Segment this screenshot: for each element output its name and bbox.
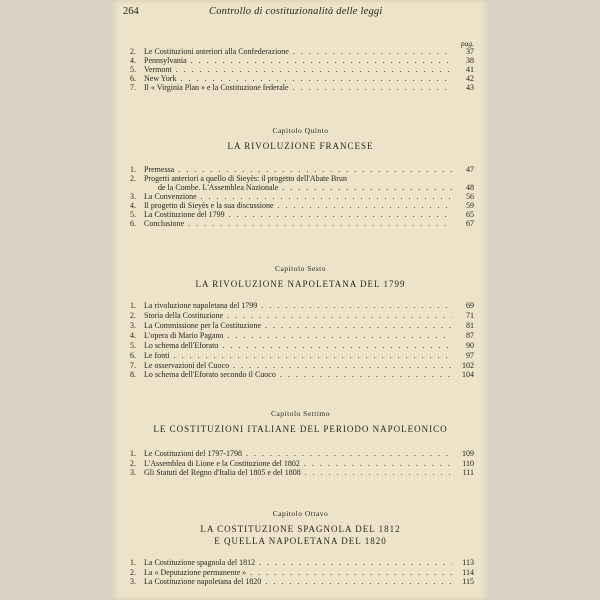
running-title: Controllo di costituzionalità delle leggi [209, 6, 383, 17]
chapter-label: Capitolo Settimo [270, 409, 331, 418]
chapter-title: LA RIVOLUZIONE FRANCESE [227, 141, 374, 151]
chapter-title: LA COSTITUZIONE SPAGNOLA DEL 1812 E QUELLA NAPOLETANA DEL 1820 [200, 524, 401, 546]
book-page: 264 Controllo di costituzionalità delle leggi pag. 2. Le Costituzioni anteriori alla Confederazione . . . 37 4. Pennsylvania . . . 38 5. Vermont . . . 41 6. New York . . . 42 7. Il « Virginia Plan » e la Costituzione federale . . . 43 Capitolo Quinto LA RIVOLUZIONE FRANCESE 1. Premessa . . . 47 2. Progetti anteriori a quello di Sieyès: il progetto dell'Abate Brun de la Combe. L'Assemblea Nazionale . . . 48 3. La Convenzione . . . 56 4. Il progetto di Sieyès e la sua discussione . . . 59 5. La Costituzione del 1799 . . . 65 6. Conclusione . . . 67 Capitolo Sesto LA RIVOLUZIONE NAPOLETANA DEL 1799 1. La rivoluzione napoletana del 1799 . . . 69 2. Storia della Costituzione . . . 71 3. La Commissione per la Costituzione . . . 81 4. L'opera di Mario Pagano . . . 87 5. Lo schema dell'Eforato . . . 90 6. Le fonti . . . 97 7. Le osservazioni del Cuoco . . . 102 8. Lo schema dell'Eforato secondo il Cuoco . . . 104 Capitolo Settimo LE COSTITUZIONI ITALIANE DEL PERIODO NAPOLEONICO 1. Le Costituzioni del 1797-1798 . . . 109 2. L'Assemblea di Lione e la Costituzione del 1802 . . . 110 3. Gli Statuti del Regno d'Italia del 1805 e del 1808 . . . 111 Capitolo Ottavo LA COSTITUZIONE SPAGNOLA DEL 1812 E QUELLA NAPOLETANA DEL 1820 1. La Costituzione spagnola del 1812 . . . 113 2. La « Deputazione permanente » . . . 114 3. La Costituzione napoletana del 1820 . . . 115 [113, 0, 488, 600]
chapter-title: LA RIVOLUZIONE NAPOLETANA DEL 1799 [195, 279, 406, 289]
chapter-label: Capitolo Quinto [272, 126, 329, 135]
chapter-label: Capitolo Ottavo [272, 509, 329, 518]
page-number: 264 [123, 6, 139, 17]
pag-label: pag. [460, 39, 474, 48]
chapter-label: Capitolo Sesto [275, 264, 326, 273]
running-header [123, 6, 476, 20]
chapter-title: LE COSTITUZIONI ITALIANE DEL PERIODO NAPOLEONICO [153, 424, 448, 434]
